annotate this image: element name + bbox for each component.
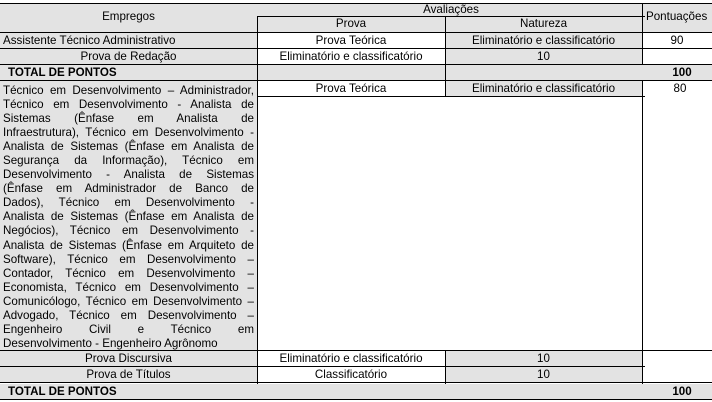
g2-total-label: TOTAL DE PONTOS [8, 385, 117, 398]
rule-g2-row1 [257, 96, 645, 97]
g2-row3-natureza: Classificatório [314, 368, 388, 381]
g2-row3-pontos: 10 [537, 368, 550, 381]
g1-row2-pontos: 10 [537, 50, 550, 63]
header-empregos: Empregos [102, 10, 155, 23]
header-pontuacoes: Pontuações [646, 10, 708, 23]
g2-emprego-line: Infraestrutura), Técnico em Desenvolvimento - [3, 126, 254, 140]
vrule-g2-natureza [642, 81, 643, 384]
vrule-g2-empregos [257, 81, 258, 384]
rule-g1-total [0, 80, 712, 81]
g2-emprego-line: Desenvolvimento - Engenheiro Agrônomo [3, 336, 218, 350]
g2-emprego-line: Economista, Técnico em Desenvolvimento – [3, 280, 254, 294]
header-natureza: Natureza [519, 17, 568, 30]
g2-emprego-line: Negócios), Técnico em Desenvolvimento - [3, 224, 254, 238]
g2-emprego-line: Software), Técnico em Desenvolvimento – [3, 252, 254, 266]
header-prova: Prova [335, 17, 367, 30]
g1-row2-natureza: Eliminatório e classificatório [279, 50, 423, 63]
g2-emprego-list [3, 84, 254, 351]
g1-total-label: TOTAL DE PONTOS [8, 66, 117, 79]
rule-g2-row4 [0, 382, 712, 383]
g2-row1-prova: Prova Teórica [315, 82, 387, 95]
g1-emprego: Assistente Técnico Administrativo [3, 34, 176, 47]
rule-bottom [0, 399, 712, 400]
g2-emprego-line: Desenvolvimento - Analista de Sistemas [3, 168, 254, 182]
g1-row2-prova: Prova de Redação [80, 50, 177, 63]
g2-emprego-line: Técnico em Desenvolvimento – Administrador, [3, 84, 254, 97]
g2-emprego-line: Comunicólogo, Técnico em Desenvolvimento – [3, 294, 254, 308]
rule-g1-row1 [0, 48, 712, 49]
g2-emprego-line: Sistemas (Ênfase em Analista de [3, 112, 254, 126]
g1-row1-pontos: 90 [670, 34, 684, 47]
g2-emprego-line: Analista de Sistemas (Ênfase em Analista de [3, 210, 254, 224]
g1-row1-prova: Prova Teórica [315, 34, 387, 47]
g2-row2-natureza: Eliminatório e classificatório [279, 352, 423, 365]
g2-emprego-line: Dados), Técnico em Desenvolvimento - [3, 196, 254, 210]
g1-total-value: 100 [672, 66, 692, 79]
g2-emprego-line: (Ênfase em Administrador de Banco de [3, 182, 254, 196]
g2-emprego-line: Engenheiro Civil e Técnico em [3, 322, 254, 336]
rule-g2-row3 [0, 366, 645, 367]
g2-emprego-line: Contador, Técnico em Desenvolvimento – [3, 266, 254, 280]
rule-g1-row2 [0, 64, 712, 65]
g2-emprego-line: Analista de Sistemas (Ênfase em Analista de [3, 140, 254, 154]
g2-emprego-line: Analista de Sistemas (Ênfase em Arquiteto de [3, 238, 254, 252]
header-avaliacoes: Avaliações [423, 3, 479, 16]
g2-row1-pontos: 80 [673, 82, 687, 95]
g2-emprego-line: Advogado, Técnico em Desenvolvimento – [3, 308, 254, 322]
g2-emprego-line: Segurança da Informação), Técnico em [3, 154, 254, 168]
g2-row2-pontos: 10 [537, 352, 550, 365]
g2-total-value: 100 [672, 385, 692, 398]
g2-row2-prova: Prova Discursiva [85, 352, 172, 365]
g2-emprego-line: Técnico em Desenvolvimento - Analista de [3, 98, 254, 112]
g2-row3-prova: Prova de Títulos [86, 368, 171, 381]
g1-row1-natureza: Eliminatório e classificatório [471, 34, 616, 47]
rule-header-bottom [0, 32, 712, 33]
g2-row1-natureza: Eliminatório e classificatório [471, 82, 616, 95]
